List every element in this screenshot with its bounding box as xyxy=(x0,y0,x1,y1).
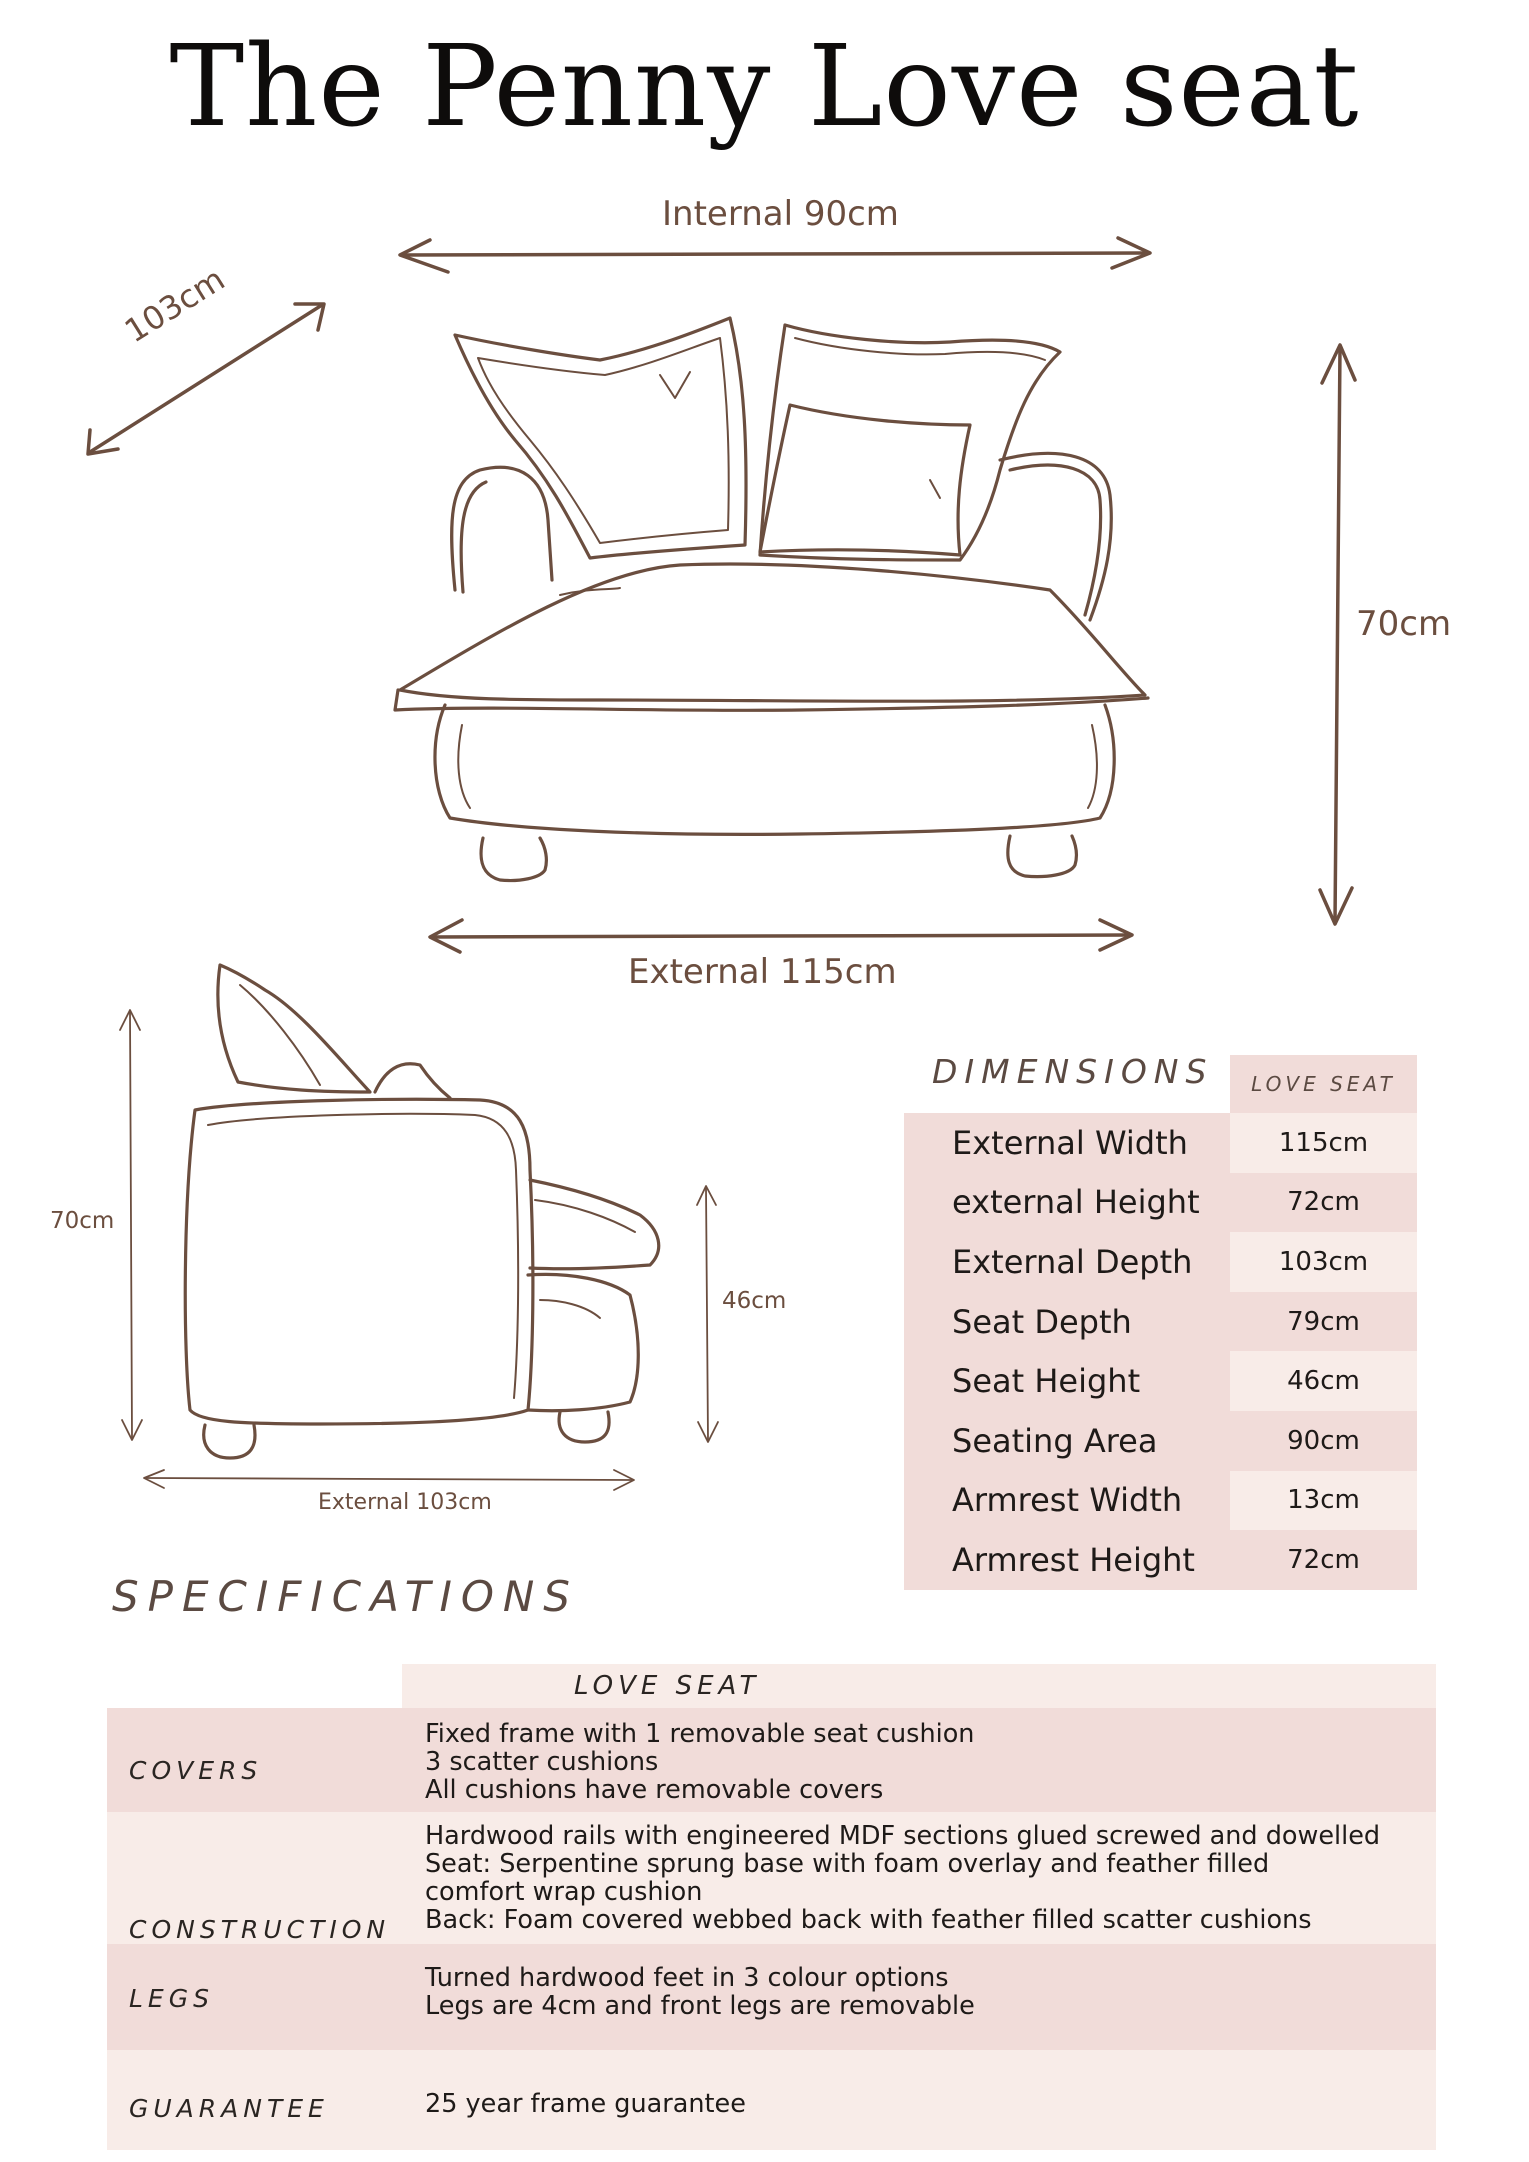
side-view-drawing xyxy=(0,960,820,1520)
dimension-row xyxy=(904,1232,1417,1292)
spec-label: GUARANTEE xyxy=(129,2094,329,2123)
dimension-row xyxy=(904,1351,1417,1411)
side-depth-arrow xyxy=(144,1470,634,1490)
spec-line: Fixed frame with 1 removable seat cushion xyxy=(425,1719,975,1749)
dimension-label: Armrest Width xyxy=(904,1471,1230,1531)
spec-line: All cushions have removable covers xyxy=(425,1775,884,1805)
spec-text xyxy=(425,1720,974,1804)
dimension-value: 72cm xyxy=(1230,1173,1417,1233)
dimension-value: 72cm xyxy=(1230,1530,1417,1590)
dimension-row xyxy=(904,1173,1417,1233)
spec-line: 25 year frame guarantee xyxy=(425,2089,746,2119)
dimension-value: 90cm xyxy=(1230,1411,1417,1471)
side-depth-label: External 103cm xyxy=(318,1490,492,1515)
spec-row-legs xyxy=(107,1944,1436,2050)
spec-label: LEGS xyxy=(129,1984,214,2013)
dimension-label: Seat Depth xyxy=(904,1292,1230,1352)
spec-text xyxy=(425,2090,746,2118)
spec-row-construction xyxy=(107,1812,1436,1944)
sofa-front-sketch xyxy=(395,318,1148,881)
dimension-value: 79cm xyxy=(1230,1292,1417,1352)
spec-label: CONSTRUCTION xyxy=(129,1915,391,1944)
external-width-label: External 115cm xyxy=(628,952,897,992)
internal-width-arrow xyxy=(400,238,1150,272)
side-height-label: 70cm xyxy=(50,1208,115,1234)
depth-label: 103cm xyxy=(118,259,232,351)
external-width-arrow xyxy=(430,920,1132,952)
dimension-label: External Depth xyxy=(904,1232,1230,1292)
dimension-label: Seating Area xyxy=(904,1411,1230,1471)
dimension-label: external Height xyxy=(904,1173,1230,1233)
dimension-label: Armrest Height xyxy=(904,1530,1230,1590)
spec-row-covers xyxy=(107,1708,1436,1812)
specifications-column-header: LOVE SEAT xyxy=(402,1664,1436,1708)
dimension-row xyxy=(904,1530,1417,1590)
height-label: 70cm xyxy=(1356,604,1452,644)
spec-line: Seat: Serpentine sprung base with foam overlay and feather filled xyxy=(425,1849,1270,1879)
height-arrow xyxy=(1320,345,1355,924)
specifications-table xyxy=(107,1708,1436,2150)
page-title: The Penny Love seat xyxy=(169,22,1360,152)
sofa-side-sketch xyxy=(185,965,658,1458)
dimension-value: 115cm xyxy=(1230,1113,1417,1173)
dimensions-table xyxy=(904,1113,1417,1590)
spec-line: Turned hardwood feet in 3 colour options xyxy=(425,1963,949,1993)
dimension-row xyxy=(904,1411,1417,1471)
front-view-drawing xyxy=(0,0,1529,1000)
dimensions-column-header: LOVE SEAT xyxy=(1230,1055,1417,1113)
spec-text xyxy=(425,1822,1380,1934)
dimension-row xyxy=(904,1292,1417,1352)
spec-label: COVERS xyxy=(129,1756,263,1785)
spec-row-guarantee xyxy=(107,2050,1436,2150)
spec-line: comfort wrap cushion xyxy=(425,1877,703,1907)
dimensions-title: DIMENSIONS xyxy=(932,1052,1214,1091)
dimension-label: Seat Height xyxy=(904,1351,1230,1411)
spec-text xyxy=(425,1964,975,2020)
internal-width-label: Internal 90cm xyxy=(662,194,899,234)
specifications-title: SPECIFICATIONS xyxy=(112,1572,579,1621)
dimension-value: 103cm xyxy=(1230,1232,1417,1292)
dimension-value: 13cm xyxy=(1230,1471,1417,1531)
side-height-arrow xyxy=(120,1010,142,1440)
spec-line: Back: Foam covered webbed back with feather filled scatter cushions xyxy=(425,1905,1312,1935)
dimension-row xyxy=(904,1471,1417,1531)
dimension-value: 46cm xyxy=(1230,1351,1417,1411)
spec-line: Legs are 4cm and front legs are removable xyxy=(425,1991,975,2021)
dimension-row xyxy=(904,1113,1417,1173)
seat-height-label: 46cm xyxy=(722,1288,787,1314)
dimension-label: External Width xyxy=(904,1113,1230,1173)
spec-line: Hardwood rails with engineered MDF sections glued screwed and dowelled xyxy=(425,1821,1381,1851)
spec-line: 3 scatter cushions xyxy=(425,1747,659,1777)
seat-height-arrow xyxy=(697,1186,718,1442)
